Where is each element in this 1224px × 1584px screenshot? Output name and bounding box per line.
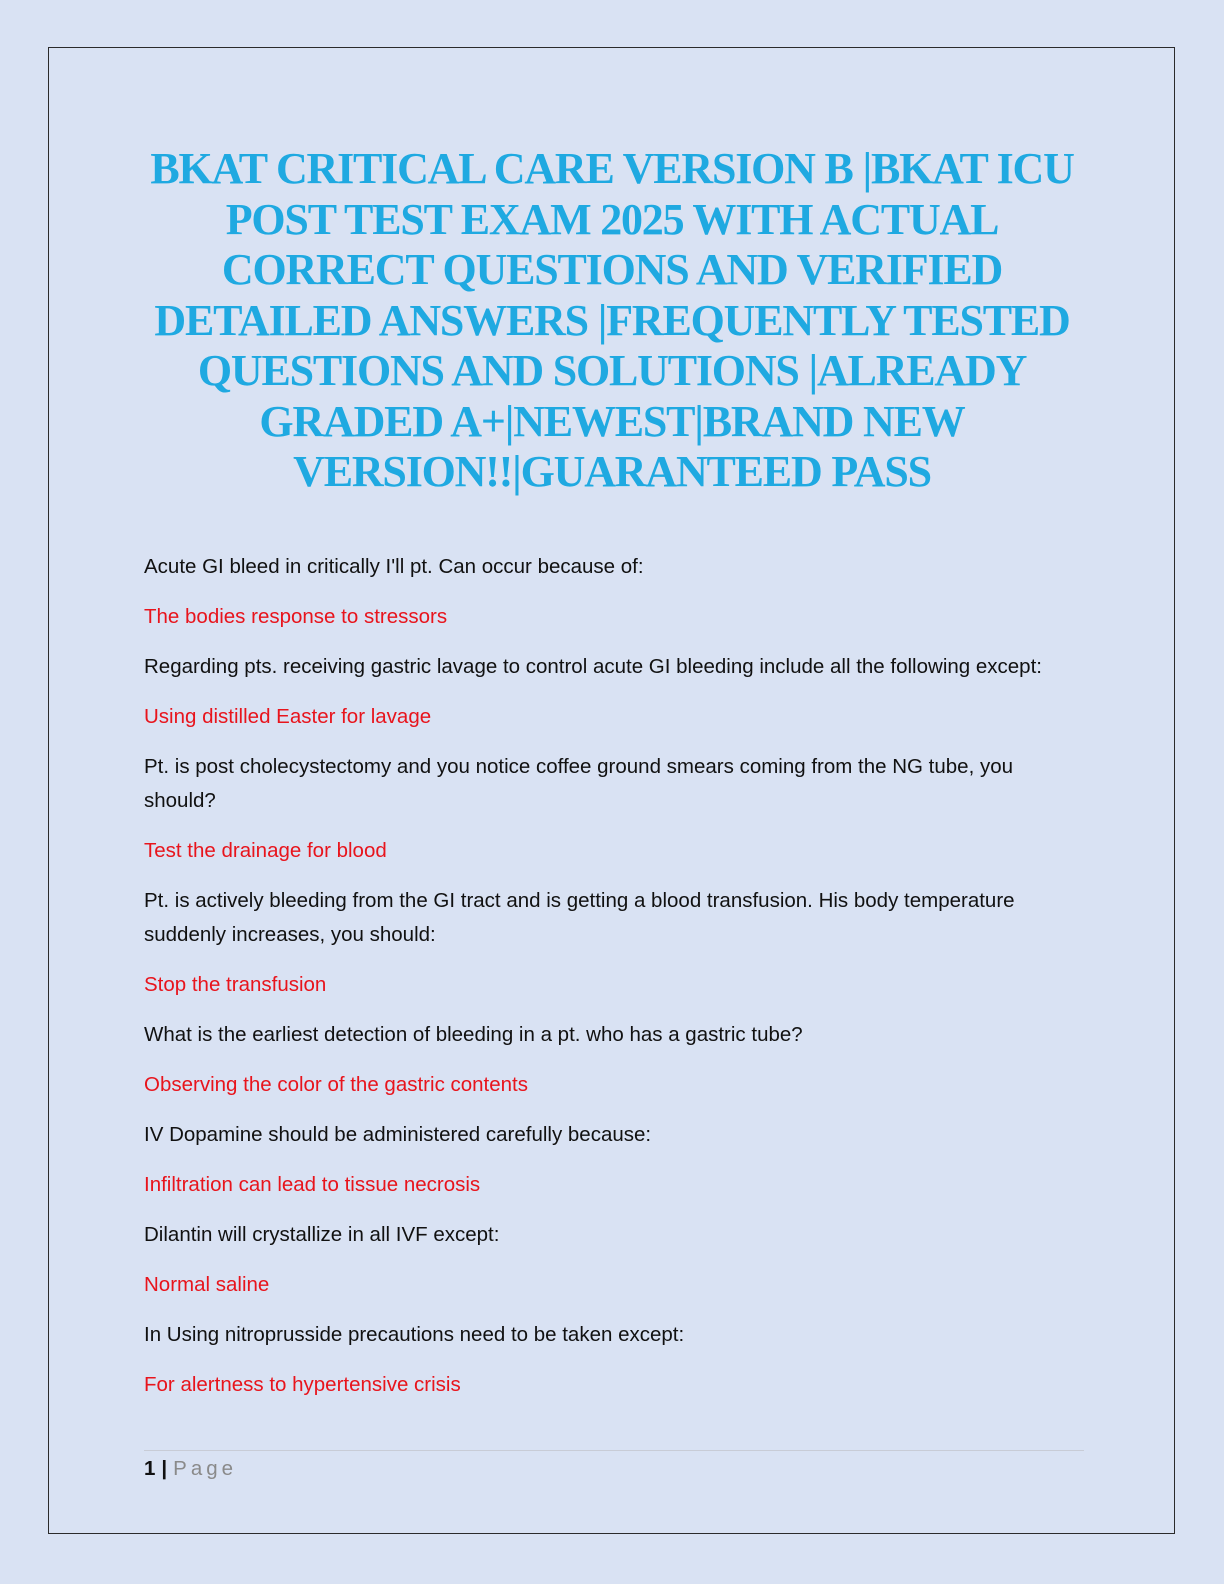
page-number: 1 [144,1457,156,1480]
question-text: Regarding pts. receiving gastric lavage to control acute GI bleeding include all the following except: [144,655,1042,678]
qa-item [144,1118,1084,1202]
question-text: Pt. is post cholecystectomy and you notice coffee ground smears coming from the NG tube, you should? [144,755,1014,812]
question-text: Dilantin will crystallize in all IVF except: [144,1223,500,1246]
qa-item [144,750,1084,868]
qa-list [144,550,1084,1418]
answer-text: Infiltration can lead to tissue necrosis [144,1173,481,1196]
answer-text: Stop the transfusion [144,973,327,996]
document-title: BKAT CRITICAL CARE VERSION B |BKAT ICU POST TEST EXAM 2025 WITH ACTUAL CORRECT QUESTIONS AND VERIFIED DETAILED ANSWERS |FREQUENTLY TESTED QUESTIONS AND SOLUTIONS |ALREADY GRADED A+|NEWEST|BRAND NEW VERSION!!|GUARANTEED PASS [150,144,1074,496]
footer-divider [144,1450,1084,1451]
page-label: Page [173,1457,238,1480]
answer-text: The bodies response to stressors [144,605,448,628]
answer-text: Normal saline [144,1273,270,1296]
qa-item [144,1318,1084,1402]
answer-text: Using distilled Easter for lavage [144,705,432,728]
answer-text: Observing the color of the gastric contents [144,1073,529,1096]
qa-item [144,550,1084,634]
question-text: In Using nitroprusside precautions need to be taken except: [144,1323,685,1346]
question-text: Pt. is actively bleeding from the GI tract and is getting a blood transfusion. His body temperature suddenly increases, you should: [144,889,1015,946]
answer-text: Test the drainage for blood [144,839,387,862]
footer-separator: | [161,1457,168,1480]
question-text: IV Dopamine should be administered carefully because: [144,1123,652,1146]
qa-item [144,884,1084,1002]
answer-text: For alertness to hypertensive crisis [144,1373,461,1396]
qa-item [144,1018,1084,1102]
qa-item [144,1218,1084,1302]
qa-item [144,650,1084,734]
page-footer [144,1455,237,1483]
question-text: Acute GI bleed in critically I'll pt. Can occur because of: [144,555,644,578]
question-text: What is the earliest detection of bleeding in a pt. who has a gastric tube? [144,1023,803,1046]
